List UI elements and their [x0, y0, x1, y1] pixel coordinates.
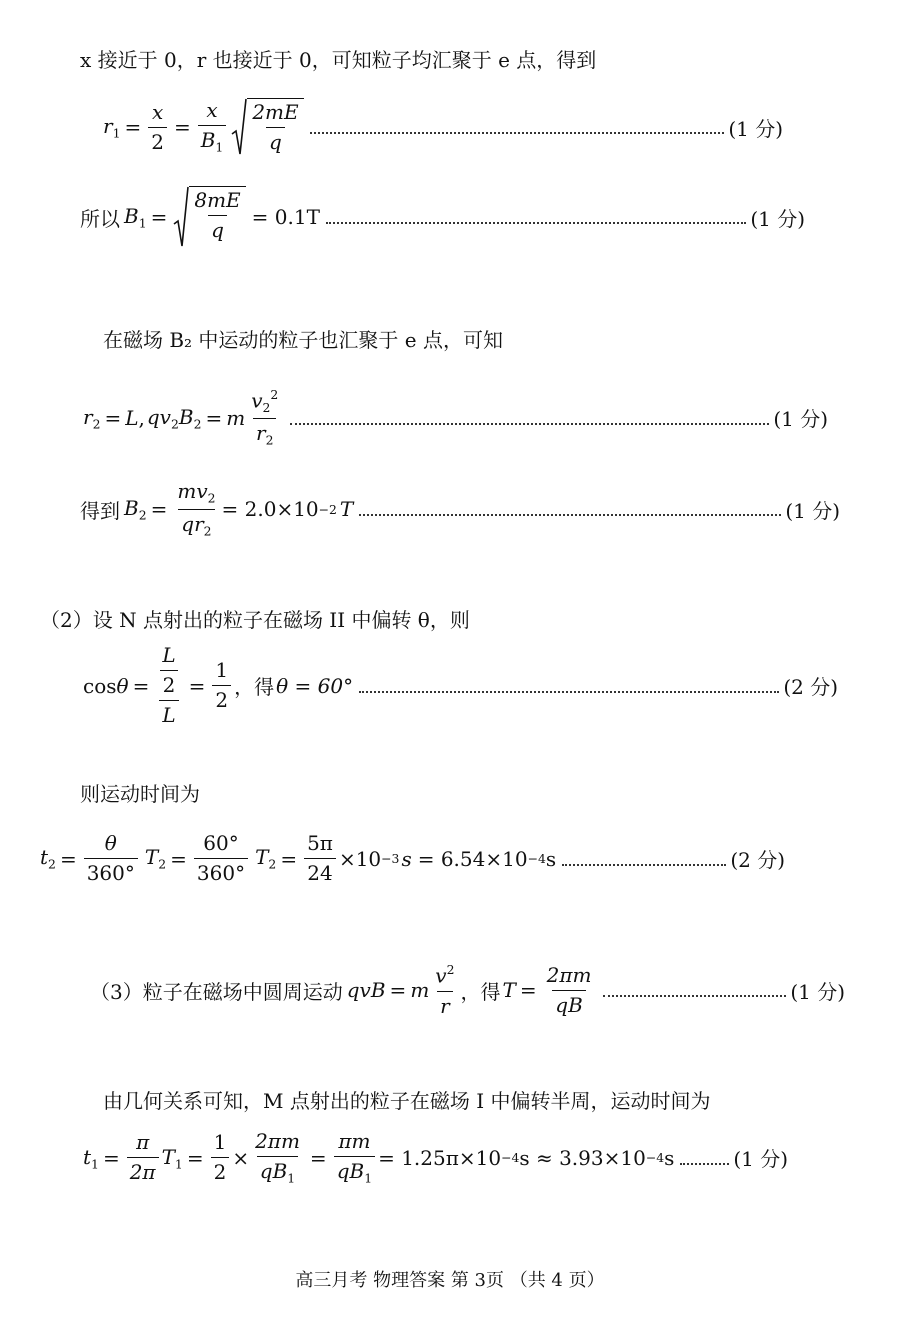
page-footer: 高三月考 物理答案 第 3页 （共 4 页）	[295, 1270, 605, 1291]
dot-leader	[680, 1163, 729, 1165]
dot-leader	[290, 423, 769, 425]
t1-value-a: = 1.25π×10	[378, 1145, 502, 1170]
formula-t1: $t_1$ = $\frac{\pi}{2\pi}$ $T_1$ = $\frac{1}{2}$ × $\frac{2\pi m}{qB_1}$ = $\frac{\pi m}{qB_1}$ = 1.25π×10 −4 s ≈ 3.93×10 −4 s (1 分)	[83, 1129, 788, 1186]
dot-leader	[562, 864, 726, 866]
dot-leader	[359, 691, 779, 693]
formula-b2: 得到 $B_2$ = $\frac{mv_2}{qr_2}$ = 2.0×10 −2 T (1 分)	[80, 479, 840, 538]
dot-leader	[359, 514, 781, 516]
dot-leader	[310, 132, 725, 134]
formula-b1: 所以 $B_1$ = $\frac{8mE}{q}$ = 0.1T (1 分)	[80, 186, 805, 248]
score-label: (2 分)	[783, 675, 838, 699]
formula-period: （3）粒子在磁场中圆周运动 qvB = m $\frac{v^2}{r}$ ，得 T = $\frac{2\pi m}{qB}$ (1 分)	[90, 962, 845, 1018]
sqrt-8mE-q: $\frac{8mE}{q}$	[173, 186, 245, 248]
theta-value: θ = 60°	[276, 673, 354, 698]
formula-r2: $r_2$ = L , $qv_2B_2$ = m $\frac{v_2^2}{r_2}$ (1 分)	[83, 387, 828, 448]
dot-leader	[603, 995, 786, 997]
score-label: (1 分)	[728, 116, 783, 141]
frac-v2sq-r2: $\frac{v_2^2}{r_2}$	[251, 387, 279, 448]
formula-cos-theta: cos θ = $\frac{\frac{L}{2}}{L}$ = $\frac{1}{2}$ ，得 θ = 60° (2 分)	[83, 643, 838, 727]
frac-x-b1: $\frac{x}{B_1}$	[198, 99, 227, 155]
intro-line-1: x 接近于 0，r 也接近于 0，可知粒子均汇聚于 e 点，得到	[80, 48, 597, 72]
var-r1: $r_1$	[103, 113, 121, 141]
sqrt-2mE-q: $\frac{2mE}{q}$	[231, 98, 303, 156]
score-label: (1 分)	[733, 1147, 788, 1172]
formula-t2: $t_2$ = $\frac{\theta}{360^\circ}$ $T_2$ = $\frac{60^\circ}{360^\circ}$ $T_2$ = $\frac{5\pi}{24}$ ×10 −3 s = 6.54×10 −4 s (2 分)	[40, 831, 785, 885]
frac-mv2-qr2: $\frac{mv_2}{qr_2}$	[177, 479, 216, 538]
part-2-intro: （2）设 N 点射出的粒子在磁场 II 中偏转 θ，则	[40, 608, 470, 632]
score-label: (1 分)	[773, 407, 828, 432]
frac-x-2: $\frac{x}{2}$	[148, 101, 167, 154]
score-label: (2 分)	[730, 848, 785, 872]
formula-r1: $r_1$ = $\frac{x}{2}$ = $\frac{x}{B_1}$ $\frac{2mE}{q}$ (1 分)	[103, 98, 783, 155]
score-label: (1 分)	[785, 498, 840, 523]
dot-leader	[326, 222, 746, 224]
score-label: (1 分)	[790, 979, 845, 1004]
b2-value: = 2.0×10	[221, 497, 319, 522]
frac-1-2: $\frac{1}{2}$	[212, 659, 231, 712]
b1-value: = 0.1T	[251, 205, 320, 229]
score-label: (1 分)	[750, 206, 805, 231]
frac-L2-over-L: $\frac{\frac{L}{2}}{L}$	[156, 644, 181, 727]
intro-line-4: 在磁场 B₂ 中运动的粒子也汇聚于 e 点，可知	[103, 328, 503, 352]
t2-value: = 6.54×10	[417, 846, 528, 871]
intro-line-9: 则运动时间为	[80, 782, 200, 806]
t1-value-b: s ≈ 3.93×10	[519, 1145, 646, 1170]
intro-line-12: 由几何关系可知，M 点射出的粒子在磁场 I 中偏转半周，运动时间为	[103, 1089, 711, 1113]
